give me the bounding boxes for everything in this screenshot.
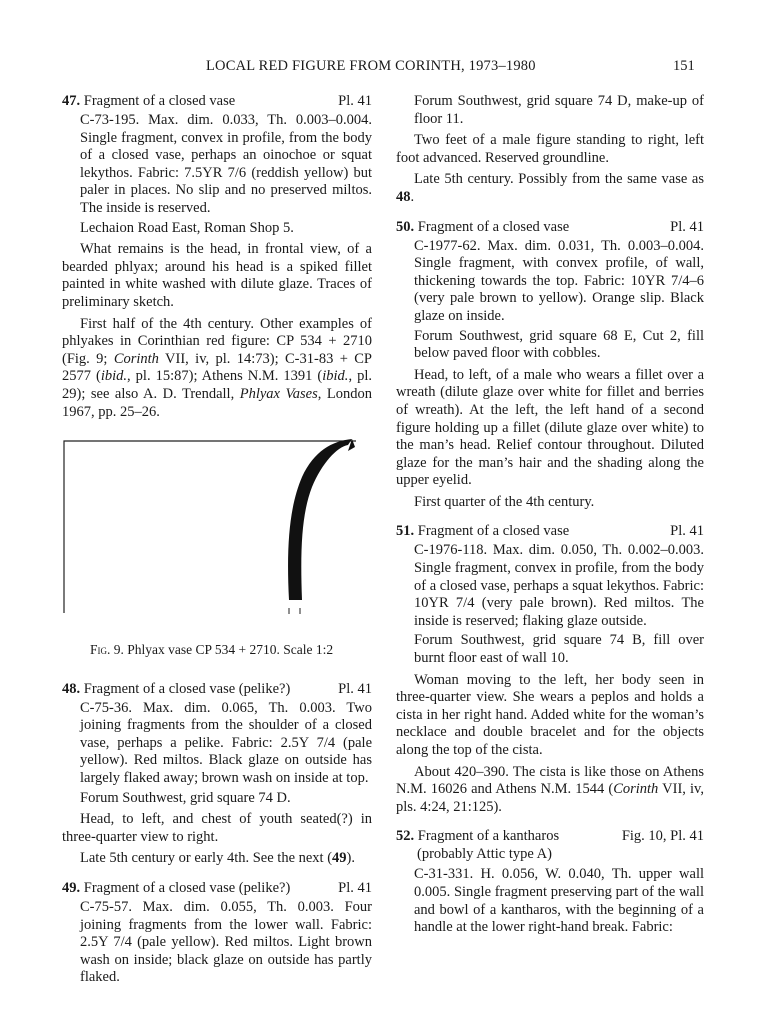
entry-title: Fragment of a closed vase (pelike?) bbox=[83, 680, 291, 697]
entry-heading bbox=[396, 828, 704, 866]
plate-reference: Pl. 41 bbox=[670, 523, 704, 540]
entry-title: Fragment of a closed vase bbox=[417, 523, 570, 540]
entry-number: 47. bbox=[62, 93, 81, 109]
page-number: 151 bbox=[673, 58, 695, 74]
entry-paragraph: Late 5th century or early 4th. See the next (49). bbox=[80, 850, 356, 867]
plate-reference: Pl. 41 bbox=[338, 93, 372, 109]
entry-number: 50. bbox=[396, 218, 415, 235]
right-column bbox=[396, 93, 704, 937]
entry-description: C-73-195. Max. dim. 0.033, Th. 0.003–0.004. Single fragment, convex in profile, from the body of a closed vase, perhaps an oinochoe or squat lekythos. Fabric: 7.5YR 7/6 (reddish yellow) but paler in places. No slip and no preserved miltos. The inside is reserved. bbox=[80, 112, 372, 216]
entry-heading bbox=[62, 681, 372, 700]
entry-paragraph: Woman moving to the left, her body seen in three-quarter view. She wears a peplos and holds a cista in her right hand. Added white for the woman’s necklace and double bracelet and for the objects along the top of the cista. bbox=[396, 671, 704, 758]
plate-reference: Pl. 41 bbox=[338, 880, 372, 897]
entry-paragraph: Head, to left, and chest of youth seated(?) in three-quarter view to right. bbox=[62, 811, 372, 845]
entry-paragraph: Two feet of a male figure standing to right, left foot advanced. Reserved groundline. bbox=[396, 132, 704, 166]
plate-reference: Pl. 41 bbox=[670, 218, 704, 235]
entry-findspot: Lechaion Road East, Roman Shop 5. bbox=[80, 219, 294, 236]
phlyax-vase-profile-drawing bbox=[62, 435, 372, 635]
figure-9 bbox=[62, 435, 372, 635]
entry-paragraph: Head, to left, of a male who wears a fillet over a wreath (dilute glaze over white for fillet and berries of wreath). At the left, the left hand of a second figure holding up a fillet (dilute glaze over white) to the man’s head. Relief contour throughout. Diluted glaze for the man’s hair and the shading along the upper eyelid. bbox=[396, 366, 704, 489]
running-title: LOCAL RED FIGURE FROM CORINTH, 1973–1980 bbox=[206, 58, 536, 74]
catalogue-entry-48 bbox=[62, 681, 372, 868]
catalogue-entry-47 bbox=[62, 93, 372, 421]
entry-number: 49. bbox=[62, 880, 81, 897]
left-column bbox=[62, 93, 372, 987]
entry-paragraph: What remains is the head, in frontal view, of a bearded phlyax; around his head is a spiked fillet painted in white washed with dilute glaze. Traces of preliminary sketch. bbox=[62, 241, 372, 310]
entry-paragraph: First quarter of the 4th century. bbox=[414, 493, 595, 510]
entry-title: Fragment of a closed vase bbox=[83, 93, 236, 109]
figure-label: Fig. 9. bbox=[90, 642, 124, 658]
entry-heading bbox=[62, 880, 372, 899]
entry-number: 51. bbox=[396, 523, 415, 540]
entry-description: C-75-36. Max. dim. 0.065, Th. 0.003. Two joining fragments from the shoulder of a closed vase, perhaps a pelike. Fabric: 2.5Y 7/4 (pale yellow). Red miltos. Black glaze on outside has largely flaked away; brown wash on inside at top. bbox=[80, 699, 372, 787]
catalogue-entry-50 bbox=[396, 219, 704, 512]
catalogue-entry-52 bbox=[396, 828, 704, 936]
running-header bbox=[0, 58, 762, 80]
entry-description: C-31-331. H. 0.056, W. 0.040, Th. upper wall 0.005. Single fragment preserving part of the wall and bowl of a kantharos, with the beginning of a handle at the lower right-hand break. Fabric: bbox=[414, 866, 704, 936]
entry-description: C-75-57. Max. dim. 0.055, Th. 0.003. Four joining fragments from the lower wall. Fabric: 2.5Y 7/4 (pale yellow). Red miltos. Light brown wash on inside; black glaze on outside has partly flaked. bbox=[80, 899, 372, 986]
plate-reference: Fig. 10, Pl. 41 bbox=[621, 828, 704, 845]
figure-caption bbox=[62, 641, 372, 659]
entry-subtitle: (probably Attic type A) bbox=[417, 845, 552, 862]
catalogue-entry-51 bbox=[396, 523, 704, 816]
entry-findspot: Forum Southwest, grid square 68 E, Cut 2, fill below paved floor with cobbles. bbox=[414, 327, 704, 362]
entry-description: C-1976-118. Max. dim. 0.050, Th. 0.002–0.003. Single fragment, convex in profile, from the body of a closed vase, perhaps a squat lekythos. Fabric: 10YR 7/4 (very pale brown). Red miltos. The inside is reserved; flaking glaze outside. bbox=[414, 542, 704, 629]
entry-findspot: Forum Southwest, grid square 74 D. bbox=[80, 789, 291, 806]
entry-paragraph: First half of the 4th century. Other examples of phlyakes in Corinthian red figure: CP 534 + 2710 (Fig. 9; Corinth VII, iv, pl. 14:73); C-31-83 + CP 2577 (ibid., pl. 15:87); Athens N.M. 1391 (ibid., pl. 29); see also A. D. Trendall, Phlyax Vases, London 1967, pp. 25–26. bbox=[62, 315, 373, 420]
entry-paragraph: About 420–390. The cista is like those on Athens N.M. 16026 and Athens N.M. 1544 (Corinth VII, iv, pls. 4:24, 21:125). bbox=[396, 763, 704, 815]
figure-caption-text: Phlyax vase CP 534 + 2710. Scale 1:2 bbox=[127, 642, 334, 658]
entry-title: Fragment of a closed vase (pelike?) bbox=[83, 880, 291, 897]
plate-reference: Pl. 41 bbox=[338, 680, 372, 697]
entry-heading bbox=[62, 93, 372, 112]
entry-title: Fragment of a kantharos bbox=[417, 828, 560, 845]
entry-paragraph: Late 5th century. Possibly from the same vase as 48. bbox=[396, 171, 704, 205]
entry-heading bbox=[396, 219, 704, 238]
entry-title: Fragment of a closed vase bbox=[417, 218, 570, 235]
entry-findspot: Forum Southwest, grid square 74 D, make-up of floor 11. bbox=[414, 93, 704, 127]
catalogue-entry-49 bbox=[62, 880, 372, 987]
entry-description: C-1977-62. Max. dim. 0.031, Th. 0.003–0.004. Single fragment, with convex profile, of wall, thickening towards the top. Fabric: 10YR 7/4–6 (very pale brown to yellow). Orange slip. Black glaze on inside. bbox=[414, 237, 704, 324]
entry-findspot: Forum Southwest, grid square 74 B, fill over burnt floor east of wall 10. bbox=[414, 632, 704, 667]
entry-number: 52. bbox=[396, 828, 415, 845]
entry-heading bbox=[396, 523, 704, 542]
entry-number: 48. bbox=[62, 680, 81, 697]
